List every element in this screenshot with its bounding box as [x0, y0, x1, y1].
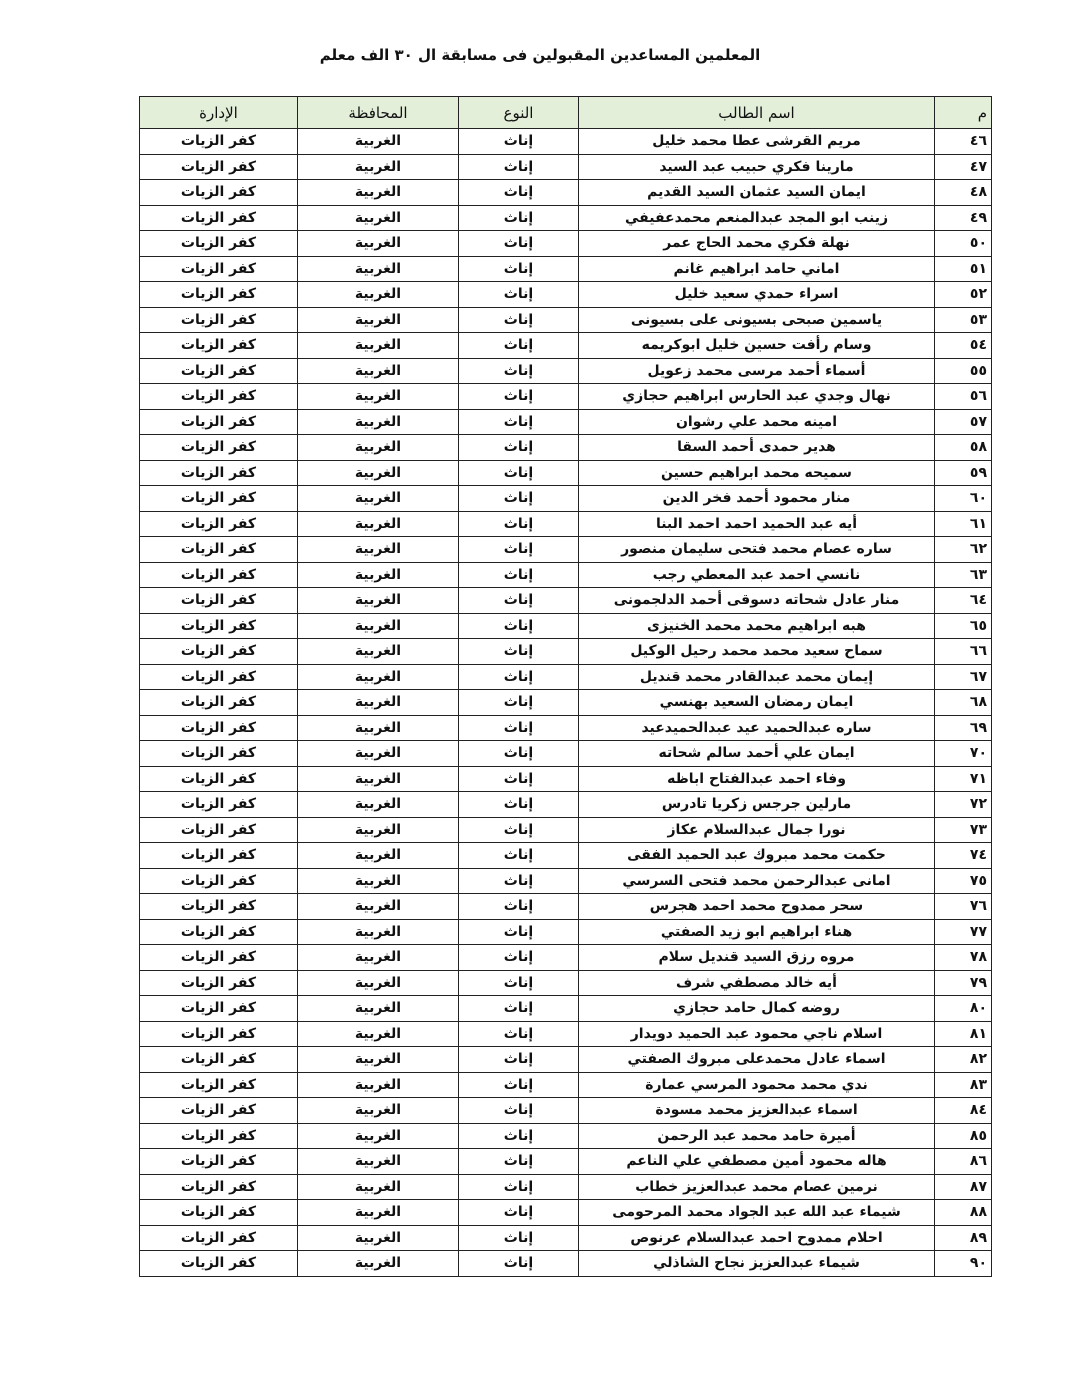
student-name-cell: أسماء أحمد مرسى محمد زعويل [579, 358, 935, 384]
student-name-cell: ايمان السيد عثمان السيد القديم [579, 180, 935, 206]
administration-cell: كفر الزيات [140, 817, 298, 843]
student-name-cell: نرمين عصام محمد عبدالعزيز خطاب [579, 1174, 935, 1200]
student-name-cell: هدير حمدى أحمد السقا [579, 435, 935, 461]
table-row [140, 1200, 992, 1226]
administration-cell: كفر الزيات [140, 154, 298, 180]
accepted-teachers-table [139, 96, 992, 1277]
student-name-cell: ايمان رمضان السعيد بهنسي [579, 690, 935, 716]
student-type-cell: إناث [459, 333, 579, 359]
row-number-cell: ٨٣ [935, 1072, 992, 1098]
row-number-cell: ٤٨ [935, 180, 992, 206]
header-administration: الإدارة [140, 97, 298, 129]
header-governorate: المحافظة [298, 97, 459, 129]
table-row [140, 129, 992, 155]
student-name-cell: ياسمين صبحى بسيونى على بسيونى [579, 307, 935, 333]
administration-cell: كفر الزيات [140, 486, 298, 512]
student-type-cell: إناث [459, 409, 579, 435]
governorate-cell: الغربية [298, 817, 459, 843]
student-type-cell: إناث [459, 613, 579, 639]
row-number-cell: ٧٦ [935, 894, 992, 920]
student-name-cell: اماني حامد ابراهيم غانم [579, 256, 935, 282]
governorate-cell: الغربية [298, 256, 459, 282]
administration-cell: كفر الزيات [140, 715, 298, 741]
student-type-cell: إناث [459, 970, 579, 996]
row-number-cell: ٨٦ [935, 1149, 992, 1175]
administration-cell: كفر الزيات [140, 792, 298, 818]
student-type-cell: إناث [459, 154, 579, 180]
administration-cell: كفر الزيات [140, 537, 298, 563]
administration-cell: كفر الزيات [140, 205, 298, 231]
student-name-cell: شيماء عبدالعزيز نجاح الشاذلي [579, 1251, 935, 1277]
student-name-cell: مروه رزق السيد قنديل سلام [579, 945, 935, 971]
governorate-cell: الغربية [298, 460, 459, 486]
administration-cell: كفر الزيات [140, 282, 298, 308]
student-name-cell: منار محمود أحمد فخر الدين [579, 486, 935, 512]
student-name-cell: منار عادل شحاته دسوقى أحمد الدلجمونى [579, 588, 935, 614]
governorate-cell: الغربية [298, 639, 459, 665]
student-name-cell: ساره عبدالحميد عيد عبدالحميدعيد [579, 715, 935, 741]
student-name-cell: امانى عبدالرحمن محمد فتحى السرسي [579, 868, 935, 894]
student-name-cell: اسماء عادل محمدعلى مبروك الصفتي [579, 1047, 935, 1073]
table-header-row [140, 97, 992, 129]
student-name-cell: إيمان محمد عبدالقادر محمد قنديل [579, 664, 935, 690]
student-name-cell: مارلين جرجس زكريا تادرس [579, 792, 935, 818]
table-row [140, 970, 992, 996]
administration-cell: كفر الزيات [140, 613, 298, 639]
table-row [140, 486, 992, 512]
student-type-cell: إناث [459, 868, 579, 894]
row-number-cell: ٦٥ [935, 613, 992, 639]
row-number-cell: ٦٠ [935, 486, 992, 512]
student-type-cell: إناث [459, 741, 579, 767]
student-name-cell: زينب ابو المجد عبدالمنعم محمدعفيفي [579, 205, 935, 231]
row-number-cell: ٦٦ [935, 639, 992, 665]
student-type-cell: إناث [459, 256, 579, 282]
student-type-cell: إناث [459, 817, 579, 843]
student-type-cell: إناث [459, 766, 579, 792]
governorate-cell: الغربية [298, 205, 459, 231]
governorate-cell: الغربية [298, 996, 459, 1022]
table-body [140, 129, 992, 1277]
row-number-cell: ٧٥ [935, 868, 992, 894]
governorate-cell: الغربية [298, 766, 459, 792]
row-number-cell: ٨٤ [935, 1098, 992, 1124]
student-type-cell: إناث [459, 1200, 579, 1226]
student-name-cell: ندي محمد محمود المرسي عمارة [579, 1072, 935, 1098]
student-name-cell: مارينا فكري حبيب عبد السيد [579, 154, 935, 180]
governorate-cell: الغربية [298, 741, 459, 767]
table-row [140, 562, 992, 588]
student-name-cell: سحر ممدوح محمد احمد هجرس [579, 894, 935, 920]
row-number-cell: ٦٩ [935, 715, 992, 741]
governorate-cell: الغربية [298, 1098, 459, 1124]
administration-cell: كفر الزيات [140, 1225, 298, 1251]
governorate-cell: الغربية [298, 843, 459, 869]
table-row [140, 690, 992, 716]
governorate-cell: الغربية [298, 664, 459, 690]
governorate-cell: الغربية [298, 511, 459, 537]
table-row [140, 384, 992, 410]
student-type-cell: إناث [459, 1149, 579, 1175]
student-type-cell: إناث [459, 537, 579, 563]
administration-cell: كفر الزيات [140, 690, 298, 716]
governorate-cell: الغربية [298, 231, 459, 257]
administration-cell: كفر الزيات [140, 1021, 298, 1047]
governorate-cell: الغربية [298, 945, 459, 971]
table-row [140, 843, 992, 869]
row-number-cell: ٥٩ [935, 460, 992, 486]
student-type-cell: إناث [459, 1021, 579, 1047]
table-row [140, 741, 992, 767]
governorate-cell: الغربية [298, 1123, 459, 1149]
administration-cell: كفر الزيات [140, 639, 298, 665]
table-row [140, 1072, 992, 1098]
governorate-cell: الغربية [298, 1021, 459, 1047]
administration-cell: كفر الزيات [140, 894, 298, 920]
student-type-cell: إناث [459, 486, 579, 512]
student-type-cell: إناث [459, 205, 579, 231]
governorate-cell: الغربية [298, 129, 459, 155]
governorate-cell: الغربية [298, 1149, 459, 1175]
student-name-cell: هبه ابراهيم محمد محمد الخنيزى [579, 613, 935, 639]
governorate-cell: الغربية [298, 588, 459, 614]
administration-cell: كفر الزيات [140, 511, 298, 537]
governorate-cell: الغربية [298, 358, 459, 384]
administration-cell: كفر الزيات [140, 766, 298, 792]
student-name-cell: اسلام ناجي محمود عبد الحميد دويدار [579, 1021, 935, 1047]
administration-cell: كفر الزيات [140, 256, 298, 282]
student-name-cell: سماح سعيد محمد محمد رحيل الوكيل [579, 639, 935, 665]
student-type-cell: إناث [459, 996, 579, 1022]
table-row [140, 358, 992, 384]
table-row [140, 817, 992, 843]
administration-cell: كفر الزيات [140, 562, 298, 588]
student-type-cell: إناث [459, 511, 579, 537]
administration-cell: كفر الزيات [140, 588, 298, 614]
table-row [140, 460, 992, 486]
row-number-cell: ٥٧ [935, 409, 992, 435]
administration-cell: كفر الزيات [140, 1251, 298, 1277]
row-number-cell: ٧١ [935, 766, 992, 792]
governorate-cell: الغربية [298, 333, 459, 359]
student-type-cell: إناث [459, 282, 579, 308]
administration-cell: كفر الزيات [140, 307, 298, 333]
governorate-cell: الغربية [298, 409, 459, 435]
student-name-cell: اسماء عبدالعزيز محمد مسودة [579, 1098, 935, 1124]
administration-cell: كفر الزيات [140, 996, 298, 1022]
student-type-cell: إناث [459, 1123, 579, 1149]
administration-cell: كفر الزيات [140, 945, 298, 971]
student-name-cell: سميحه محمد ابراهيم حسين [579, 460, 935, 486]
table-row [140, 1098, 992, 1124]
administration-cell: كفر الزيات [140, 435, 298, 461]
student-type-cell: إناث [459, 639, 579, 665]
student-name-cell: نورا جمال عبدالسلام عكاز [579, 817, 935, 843]
table-row [140, 180, 992, 206]
row-number-cell: ٨١ [935, 1021, 992, 1047]
governorate-cell: الغربية [298, 613, 459, 639]
administration-cell: كفر الزيات [140, 180, 298, 206]
student-type-cell: إناث [459, 843, 579, 869]
governorate-cell: الغربية [298, 919, 459, 945]
governorate-cell: الغربية [298, 868, 459, 894]
row-number-cell: ٨٧ [935, 1174, 992, 1200]
administration-cell: كفر الزيات [140, 1123, 298, 1149]
governorate-cell: الغربية [298, 715, 459, 741]
row-number-cell: ٧٧ [935, 919, 992, 945]
administration-cell: كفر الزيات [140, 664, 298, 690]
table-row [140, 894, 992, 920]
table-row [140, 231, 992, 257]
student-type-cell: إناث [459, 307, 579, 333]
table-row [140, 1174, 992, 1200]
page-title: المعلمين المساعدين المقبولين فى مسابقة ال ٣٠ الف معلم [319, 46, 761, 64]
row-number-cell: ٩٠ [935, 1251, 992, 1277]
table-row [140, 409, 992, 435]
administration-cell: كفر الزيات [140, 1200, 298, 1226]
governorate-cell: الغربية [298, 690, 459, 716]
table-row [140, 945, 992, 971]
table-row [140, 511, 992, 537]
row-number-cell: ٧٨ [935, 945, 992, 971]
student-type-cell: إناث [459, 460, 579, 486]
table-row [140, 333, 992, 359]
administration-cell: كفر الزيات [140, 1149, 298, 1175]
student-name-cell: أيه خالد مصطفي شرف [579, 970, 935, 996]
table-row [140, 639, 992, 665]
table-row [140, 919, 992, 945]
header-type: النوع [459, 97, 579, 129]
table-row [140, 868, 992, 894]
governorate-cell: الغربية [298, 486, 459, 512]
student-name-cell: احلام ممدوح احمد عبدالسلام عرنوص [579, 1225, 935, 1251]
student-name-cell: مريم القرشى عطا محمد خليل [579, 129, 935, 155]
header-student-name: اسم الطالب [579, 97, 935, 129]
row-number-cell: ٧٩ [935, 970, 992, 996]
student-name-cell: ساره عصام محمد فتحى سليمان منصور [579, 537, 935, 563]
table-row [140, 307, 992, 333]
row-number-cell: ٦٢ [935, 537, 992, 563]
governorate-cell: الغربية [298, 970, 459, 996]
row-number-cell: ٤٧ [935, 154, 992, 180]
student-name-cell: نهلة فكري محمد الحاج عمر [579, 231, 935, 257]
governorate-cell: الغربية [298, 307, 459, 333]
student-type-cell: إناث [459, 358, 579, 384]
table-row [140, 613, 992, 639]
student-type-cell: إناث [459, 1098, 579, 1124]
row-number-cell: ٦٤ [935, 588, 992, 614]
table-row [140, 588, 992, 614]
student-name-cell: أيه عبد الحميد احمد احمد البنا [579, 511, 935, 537]
table-row [140, 1021, 992, 1047]
administration-cell: كفر الزيات [140, 1047, 298, 1073]
table-row [140, 766, 992, 792]
student-type-cell: إناث [459, 1251, 579, 1277]
row-number-cell: ٦٨ [935, 690, 992, 716]
row-number-cell: ٥٨ [935, 435, 992, 461]
row-number-cell: ٥٠ [935, 231, 992, 257]
student-name-cell: روضه كمال حامد حجازي [579, 996, 935, 1022]
row-number-cell: ٨٨ [935, 1200, 992, 1226]
table-row [140, 256, 992, 282]
administration-cell: كفر الزيات [140, 843, 298, 869]
row-number-cell: ٧٠ [935, 741, 992, 767]
student-name-cell: حكمت محمد مبروك عبد الحميد الفقى [579, 843, 935, 869]
administration-cell: كفر الزيات [140, 129, 298, 155]
row-number-cell: ٦٣ [935, 562, 992, 588]
table-row [140, 1149, 992, 1175]
row-number-cell: ٦٧ [935, 664, 992, 690]
row-number-cell: ٥٤ [935, 333, 992, 359]
table-row [140, 792, 992, 818]
governorate-cell: الغربية [298, 435, 459, 461]
student-name-cell: نهال وجدي عبد الحارس ابراهيم حجازي [579, 384, 935, 410]
governorate-cell: الغربية [298, 1174, 459, 1200]
administration-cell: كفر الزيات [140, 231, 298, 257]
table-row [140, 715, 992, 741]
student-name-cell: نانسي احمد عبد المعطي رجب [579, 562, 935, 588]
administration-cell: كفر الزيات [140, 384, 298, 410]
governorate-cell: الغربية [298, 180, 459, 206]
row-number-cell: ٥٢ [935, 282, 992, 308]
student-name-cell: أميرة حامد محمد عبد الرحمن [579, 1123, 935, 1149]
student-type-cell: إناث [459, 1072, 579, 1098]
student-name-cell: شيماء عبد الله عبد الجواد محمد المرحومى [579, 1200, 935, 1226]
row-number-cell: ٤٦ [935, 129, 992, 155]
governorate-cell: الغربية [298, 1200, 459, 1226]
row-number-cell: ٧٢ [935, 792, 992, 818]
student-type-cell: إناث [459, 792, 579, 818]
administration-cell: كفر الزيات [140, 1098, 298, 1124]
student-name-cell: وسام رأفت حسين خليل ابوكريمه [579, 333, 935, 359]
student-type-cell: إناث [459, 588, 579, 614]
student-type-cell: إناث [459, 231, 579, 257]
administration-cell: كفر الزيات [140, 741, 298, 767]
governorate-cell: الغربية [298, 384, 459, 410]
row-number-cell: ٧٣ [935, 817, 992, 843]
student-name-cell: ايمان علي أحمد سالم شحاته [579, 741, 935, 767]
table-row [140, 154, 992, 180]
student-type-cell: إناث [459, 690, 579, 716]
header-number: م [935, 97, 992, 129]
table-row [140, 664, 992, 690]
row-number-cell: ٤٩ [935, 205, 992, 231]
governorate-cell: الغربية [298, 1072, 459, 1098]
administration-cell: كفر الزيات [140, 409, 298, 435]
administration-cell: كفر الزيات [140, 868, 298, 894]
table-row [140, 1047, 992, 1073]
student-type-cell: إناث [459, 1174, 579, 1200]
table-row [140, 1251, 992, 1277]
administration-cell: كفر الزيات [140, 1072, 298, 1098]
administration-cell: كفر الزيات [140, 358, 298, 384]
administration-cell: كفر الزيات [140, 1174, 298, 1200]
administration-cell: كفر الزيات [140, 460, 298, 486]
governorate-cell: الغربية [298, 1225, 459, 1251]
row-number-cell: ٥٦ [935, 384, 992, 410]
governorate-cell: الغربية [298, 154, 459, 180]
row-number-cell: ٨٠ [935, 996, 992, 1022]
student-type-cell: إناث [459, 715, 579, 741]
governorate-cell: الغربية [298, 562, 459, 588]
student-type-cell: إناث [459, 180, 579, 206]
student-type-cell: إناث [459, 919, 579, 945]
administration-cell: كفر الزيات [140, 919, 298, 945]
student-name-cell: اسراء حمدي سعيد خليل [579, 282, 935, 308]
governorate-cell: الغربية [298, 1047, 459, 1073]
student-name-cell: وفاء احمد عبدالفتاح اباظه [579, 766, 935, 792]
student-type-cell: إناث [459, 664, 579, 690]
student-type-cell: إناث [459, 384, 579, 410]
row-number-cell: ٨٩ [935, 1225, 992, 1251]
student-type-cell: إناث [459, 1225, 579, 1251]
governorate-cell: الغربية [298, 282, 459, 308]
row-number-cell: ٦١ [935, 511, 992, 537]
student-name-cell: امينه محمد علي رشوان [579, 409, 935, 435]
administration-cell: كفر الزيات [140, 970, 298, 996]
student-type-cell: إناث [459, 129, 579, 155]
row-number-cell: ٥٣ [935, 307, 992, 333]
row-number-cell: ٥٥ [935, 358, 992, 384]
row-number-cell: ٨٢ [935, 1047, 992, 1073]
administration-cell: كفر الزيات [140, 333, 298, 359]
table-row [140, 1225, 992, 1251]
table-row [140, 1123, 992, 1149]
table-row [140, 282, 992, 308]
student-type-cell: إناث [459, 1047, 579, 1073]
row-number-cell: ٥١ [935, 256, 992, 282]
student-type-cell: إناث [459, 894, 579, 920]
student-name-cell: هناء ابراهيم ابو زيد الصفتي [579, 919, 935, 945]
student-type-cell: إناث [459, 562, 579, 588]
table-row [140, 205, 992, 231]
table-row [140, 537, 992, 563]
table-row [140, 435, 992, 461]
student-type-cell: إناث [459, 945, 579, 971]
governorate-cell: الغربية [298, 1251, 459, 1277]
table-row [140, 996, 992, 1022]
student-name-cell: هاله محمود أمين مصطفي علي الناعم [579, 1149, 935, 1175]
row-number-cell: ٨٥ [935, 1123, 992, 1149]
governorate-cell: الغربية [298, 894, 459, 920]
governorate-cell: الغربية [298, 537, 459, 563]
governorate-cell: الغربية [298, 792, 459, 818]
row-number-cell: ٧٤ [935, 843, 992, 869]
student-type-cell: إناث [459, 435, 579, 461]
